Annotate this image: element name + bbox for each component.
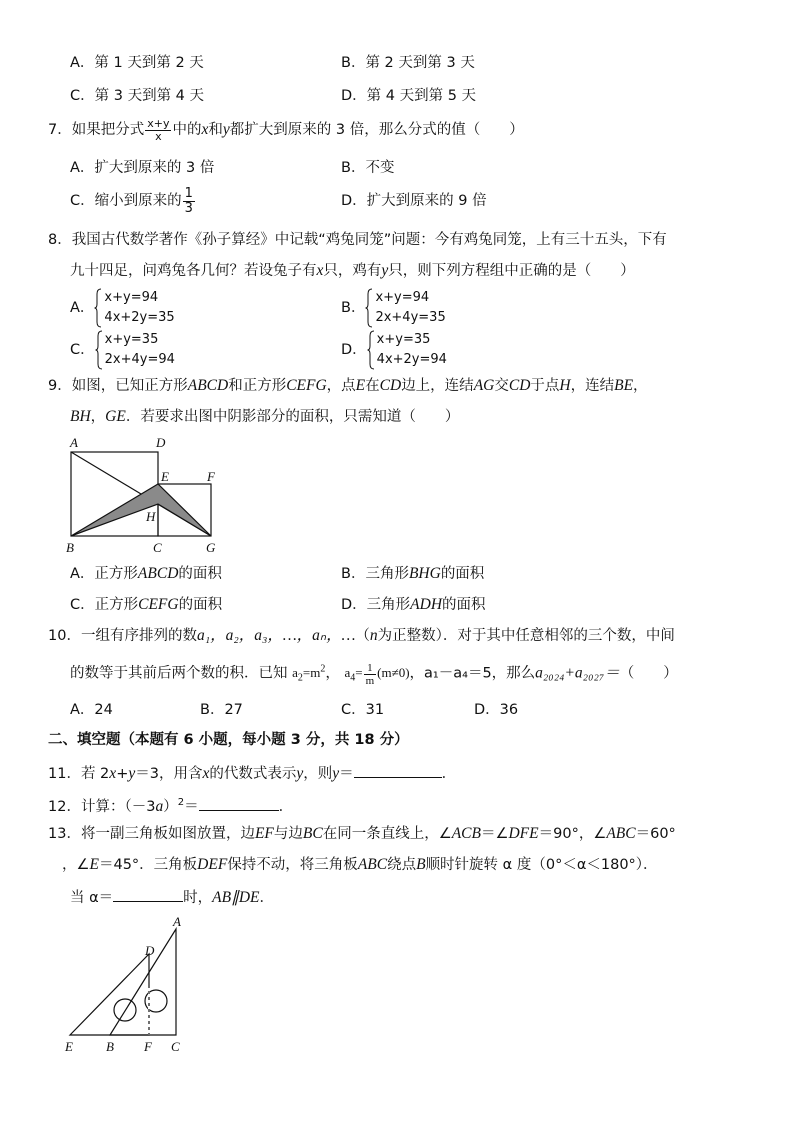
fig13-label-d: D xyxy=(145,943,155,958)
q11-x: x xyxy=(109,765,117,782)
q7-var-y: y xyxy=(222,121,230,138)
q9-option-c xyxy=(70,595,222,615)
q13-stem-line3 xyxy=(70,886,274,908)
q6-option-d: D．第 4 天到第 5 天 xyxy=(341,88,477,104)
fig13-label-c: C xyxy=(171,1039,180,1054)
q9-CD2: CD xyxy=(508,377,531,394)
q7-option-c-den: 3 xyxy=(184,200,193,216)
q13-ABC: ABC xyxy=(606,825,636,842)
q9-CD: CD xyxy=(379,377,402,394)
q10-l2a: 的数等于其前后两个数的积．已知 xyxy=(70,665,288,682)
q9-l1e: 边上，连结 xyxy=(401,378,474,394)
q10-stem-line2: 的数等于其前后两个数的积．已知 $a_2=m^2$， $a_4=$ $\frac{1}{m}$ (m≠0)，a₁－a₄＝5，那么a₂₀₂₄+a₂₀₂₇＝（ ） xyxy=(70,661,678,687)
fig13-label-f: F xyxy=(144,1039,152,1054)
q10-sq: 2 xyxy=(320,664,326,675)
section-title-fill-blank: 二、填空题（本题有 6 小题，每小题 3 分，共 18 分） xyxy=(48,732,409,748)
q8-line2-a: 九十四足，问鸡兔各几何？若设兔子有 xyxy=(70,263,317,279)
q9-option-a xyxy=(70,564,222,584)
q13-figure xyxy=(60,915,195,1055)
fig9-label-d: D xyxy=(156,435,166,450)
q11-f: ＝ xyxy=(339,766,354,782)
q8-line2-b: 只，鸡有 xyxy=(323,263,382,279)
q11-stem xyxy=(48,762,456,784)
q8-option-d-eq1: x+y=35 xyxy=(376,332,431,347)
q8-option-d-eq2: 4x+2y=94 xyxy=(376,352,447,367)
q8-option-a-label: A． xyxy=(70,300,95,316)
q8-option-b-label: B． xyxy=(341,300,366,316)
q8-option-c-label: C． xyxy=(70,342,95,358)
q7-fraction-den: x xyxy=(155,129,162,143)
q9-BE: BE xyxy=(614,377,634,394)
q8-option-d-label: D． xyxy=(341,342,367,358)
q8-option-c-system xyxy=(95,330,175,370)
q13-DFE: DFE xyxy=(508,825,539,842)
q11-y3: y xyxy=(332,765,340,782)
q13-l2a: ，∠ xyxy=(62,857,90,873)
q13-B: B xyxy=(416,856,426,873)
brace-icon xyxy=(94,288,102,328)
q9-option-c-pre: C．正方形 xyxy=(70,597,139,613)
q11-b: + xyxy=(116,766,129,782)
q9-option-d-post: 的面积 xyxy=(442,597,486,613)
q11-end: ． xyxy=(441,766,457,782)
fig13-label-e: E xyxy=(65,1039,73,1054)
q10-fraction xyxy=(364,662,377,687)
q13-stem-line2 xyxy=(62,855,658,875)
q9-H: H xyxy=(559,377,571,394)
q9-l1h: ，连结 xyxy=(570,378,615,394)
q7-fraction-num: x+y xyxy=(147,116,170,130)
q9-option-d xyxy=(341,595,486,615)
q13-answer-blank[interactable] xyxy=(113,886,183,902)
q10-l2c: （ ） xyxy=(619,665,678,682)
q9-l1f: 交 xyxy=(494,378,509,394)
fig13-label-a: A xyxy=(173,915,181,929)
q6-option-a: A．第 1 天到第 2 天 xyxy=(70,55,204,71)
triangle-def xyxy=(70,954,149,1035)
q10-eq-m: =m xyxy=(302,665,321,681)
q10-expr: a₂₀₂₄+a₂₀₂₇＝ xyxy=(535,664,620,682)
q13-l1c: 在同一条直线上，∠ xyxy=(322,826,452,842)
q10-l1c: 为正整数）．对于其中任意相邻的三个数，中间 xyxy=(377,628,675,644)
q10-sequence: a₁，a₂，a₃，…，aₙ，… xyxy=(196,627,356,644)
q9-option-b-it: BHG xyxy=(408,565,441,582)
q10-cond: (m≠0) xyxy=(377,665,410,681)
q12-sq: 2 xyxy=(177,797,185,808)
q8-option-a-system xyxy=(94,288,174,328)
q13-l3a: 当 α＝ xyxy=(70,890,114,906)
q13-DEF: DEF xyxy=(197,856,228,873)
q7-mid1: 中的 xyxy=(172,122,202,138)
q13-ABC2: ABC xyxy=(357,856,388,873)
q8-option-c xyxy=(70,330,175,370)
fig9-label-g: G xyxy=(206,540,216,555)
q9-option-a-it: ABCD xyxy=(137,565,179,582)
fig13-label-b: B xyxy=(106,1039,114,1054)
q13-ACB: ACB xyxy=(451,825,481,842)
q13-EF: EF xyxy=(254,825,274,842)
q11-x2: x xyxy=(202,765,210,782)
q13-E: E xyxy=(89,856,99,873)
q7-option-d: D．扩大到原来的 9 倍 xyxy=(341,193,487,209)
fig9-label-b: B xyxy=(66,540,74,555)
q9-option-c-post: 的面积 xyxy=(178,597,223,613)
q10-option-a: A．24 xyxy=(70,702,113,718)
q9-option-c-it: CEFG xyxy=(138,596,179,613)
q13-l3b: 时， xyxy=(183,890,213,906)
brace-icon xyxy=(367,330,375,370)
q9-l1c: ，点 xyxy=(326,378,356,394)
q9-l2c: ．若要求出图中阴影部分的面积，只需知道（ ） xyxy=(125,409,460,425)
q12-a-var: a xyxy=(155,797,164,815)
q8-option-b-eq2: 2x+4y=35 xyxy=(375,310,446,325)
q10-option-d: D．36 xyxy=(474,702,519,718)
q12-end: ． xyxy=(278,798,294,815)
q8-option-c-eq1: x+y=35 xyxy=(104,332,159,347)
q9-l1b: 和正方形 xyxy=(228,378,287,394)
q9-figure xyxy=(60,435,230,560)
q7-option-a: A．扩大到原来的 3 倍 xyxy=(70,160,215,176)
q7-fraction xyxy=(145,118,171,143)
fig9-label-c: C xyxy=(153,540,162,555)
q12-c: ＝ xyxy=(184,798,199,815)
q8-option-b-system xyxy=(365,288,445,328)
q11-answer-blank[interactable] xyxy=(354,762,442,778)
fig9-label-f: F xyxy=(207,469,215,484)
q7-lead: 7．如果把分式 xyxy=(48,122,145,138)
q8-stem-line2 xyxy=(70,261,635,281)
brace-icon xyxy=(95,330,103,370)
q11-e: ，则 xyxy=(303,766,333,782)
q10-n: n xyxy=(369,627,378,644)
q8-option-d xyxy=(341,330,447,370)
q9-AG: AG xyxy=(473,377,495,394)
q13-l2c: 保持不动，将三角板 xyxy=(227,857,358,873)
q13-l1e: ＝90°，∠ xyxy=(538,826,607,842)
q11-d: 的代数式表示 xyxy=(209,766,297,782)
q7-option-c-text: C．缩小到原来的 xyxy=(70,193,182,209)
q9-option-b-post: 的面积 xyxy=(440,566,485,582)
q12-stem xyxy=(48,793,293,817)
q8-option-b xyxy=(341,288,446,328)
q9-ABCD: ABCD xyxy=(187,377,229,394)
q9-l1g: 于点 xyxy=(530,378,560,394)
q10-a2-expr xyxy=(292,664,326,684)
q13-l1f: ＝60° xyxy=(635,826,676,842)
q11-c: ＝3，用含 xyxy=(135,766,203,782)
q10-a4: a xyxy=(344,665,351,681)
fig9-label-e: E xyxy=(161,469,169,484)
q10-stem-line1 xyxy=(48,626,675,646)
q9-option-d-it: ADH xyxy=(410,596,443,613)
q12-a: 12．计算：（－3 xyxy=(48,798,156,815)
q8-option-a-eq2: 4x+2y=35 xyxy=(104,310,175,325)
q9-CEFG: CEFG xyxy=(286,377,327,394)
q13-l1d: ＝∠ xyxy=(480,826,509,842)
brace-icon xyxy=(365,288,373,328)
q8-var-y: y xyxy=(381,262,389,279)
q13-l1b: 与边 xyxy=(273,826,303,842)
q9-option-d-pre: D．三角形 xyxy=(341,597,411,613)
q11-a: 11．若 2 xyxy=(48,766,110,782)
q7-option-c xyxy=(70,186,196,216)
q9-l2b: ， xyxy=(90,409,106,425)
q9-option-b-pre: B．三角形 xyxy=(341,566,409,582)
q7-mid2: 和 xyxy=(208,122,223,138)
q9-option-b xyxy=(341,564,484,584)
q8-option-d-system xyxy=(367,330,447,370)
q8-option-a xyxy=(70,288,175,328)
q9-E: E xyxy=(355,377,366,394)
q8-option-c-eq2: 2x+4y=94 xyxy=(104,352,175,367)
q10-l1a: 10．一组有序排列的数 xyxy=(48,628,197,644)
q8-var-x: x xyxy=(316,262,324,279)
q12-b: ） xyxy=(163,798,178,815)
q12-answer-blank[interactable] xyxy=(199,795,279,811)
q7-stem xyxy=(48,116,524,144)
q9-BH: BH xyxy=(70,408,91,425)
q13-l1a: 13．将一副三角板如图放置，边 xyxy=(48,826,255,842)
q9-l1i: ， xyxy=(633,378,648,394)
q9-l1a: 9．如图，已知正方形 xyxy=(48,378,188,394)
q9-stem-line2 xyxy=(70,407,459,427)
q9-option-a-post: 的面积 xyxy=(178,566,222,582)
q10-a2-sub: 2 xyxy=(297,672,303,684)
q8-option-b-eq1: x+y=94 xyxy=(375,290,430,305)
q9-l1d: 在 xyxy=(365,378,380,394)
q7-tail: 都扩大到原来的 3 倍，那么分式的值（ ） xyxy=(229,122,524,138)
q10-option-c: C．31 xyxy=(341,702,385,718)
q10-fraction-den: m xyxy=(365,674,375,687)
q10-l1b: （ xyxy=(355,628,370,644)
q6-option-c: C．第 3 天到第 4 天 xyxy=(70,88,205,104)
q13-BC: BC xyxy=(302,825,323,842)
q13-l2b: ＝45°．三角板 xyxy=(98,857,198,873)
q10-fraction-num: 1 xyxy=(364,662,377,675)
q10-a4-expr xyxy=(344,661,410,687)
q6-option-b: B．第 2 天到第 3 天 xyxy=(341,55,475,71)
q8-stem-line1: 8．我国古代数学著作《孙子算经》中记载“鸡兔同笼”问题：今有鸡兔同笼，上有三十五头，下有 xyxy=(48,232,667,248)
q9-stem-line1 xyxy=(48,376,648,396)
q8-option-a-eq1: x+y=94 xyxy=(104,290,159,305)
q8-line2-c: 只，则下列方程组中正确的是（ ） xyxy=(388,263,635,279)
q9-GE: GE xyxy=(105,408,126,425)
q13-stem-line1 xyxy=(48,824,676,844)
q7-option-b: B．不变 xyxy=(341,160,395,176)
q7-option-c-num: 1 xyxy=(184,185,193,201)
q10-a2: a xyxy=(292,665,298,681)
q13-l2e: 顺时针旋转 α 度（0°＜α＜180°）． xyxy=(425,857,658,873)
shaded-region xyxy=(71,484,211,536)
q13-ABDE: AB∥DE xyxy=(212,889,260,906)
q10-l2b: ，a₁－a₄＝5，那么 xyxy=(409,665,536,682)
q7-var-x: x xyxy=(201,121,209,138)
q10-option-b: B．27 xyxy=(200,702,243,718)
q7-option-c-fraction xyxy=(183,187,195,216)
q13-l3c: ． xyxy=(259,890,275,906)
q11-y2: y xyxy=(296,765,304,782)
q10-a4-sub: 4 xyxy=(350,672,356,684)
fig9-label-h: H xyxy=(146,509,156,524)
q11-y: y xyxy=(128,765,136,782)
fig9-label-a: A xyxy=(70,435,78,450)
q9-option-a-pre: A．正方形 xyxy=(70,566,138,582)
q10-eq: = xyxy=(355,665,363,681)
q13-l2d: 绕点 xyxy=(387,857,417,873)
